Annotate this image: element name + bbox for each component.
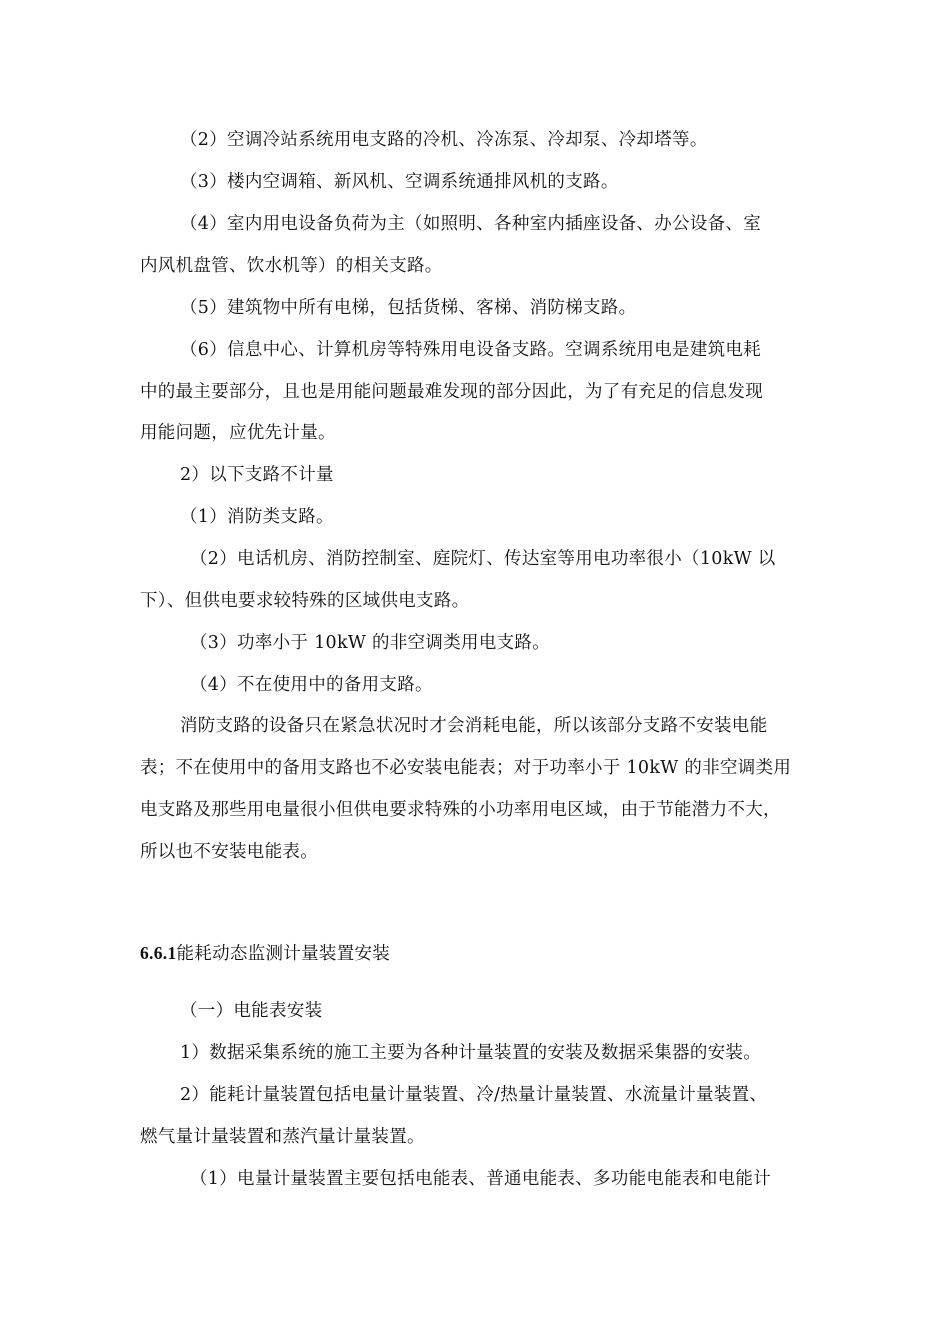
paragraph-line: （6）信息中心、计算机房等特殊用电设备支路。空调系统用电是建筑电耗: [180, 340, 762, 360]
paragraph-line: 2）以下支路不计量: [180, 465, 334, 485]
paragraph-line: 用能问题，应优先计量。: [140, 423, 336, 443]
section-heading: [140, 941, 390, 966]
paragraph-line: （一）电能表安装: [180, 1001, 323, 1021]
paragraph-line: （4）不在使用中的备用支路。: [190, 675, 433, 695]
paragraph-line: 表；不在使用中的备用支路也不必安装电能表；对于功率小于 10kW 的非空调类用: [140, 758, 792, 778]
paragraph-line: （5）建筑物中所有电梯，包括货梯、客梯、消防梯支路。: [180, 298, 637, 318]
paragraph-line: 消防支路的设备只在紧急状况时才会消耗电能，所以该部分支路不安装电能: [180, 716, 768, 736]
section-number: 6.6.1: [140, 943, 177, 963]
paragraph-line: 下）、但供电要求较特殊的区域供电支路。: [140, 591, 470, 611]
paragraph-line: 燃气量计量装置和蒸汽量计量装置。: [140, 1127, 425, 1147]
paragraph-line: 内风机盘管、饮水机等）的相关支路。: [140, 256, 443, 276]
paragraph-line: 2）能耗计量装置包括电量计量装置、冷/热量计量装置、水流量计量装置、: [180, 1085, 768, 1105]
paragraph-line: （1）消防类支路。: [180, 507, 334, 527]
paragraph-line: （1）电量计量装置主要包括电能表、普通电能表、多功能电能表和电能计: [190, 1169, 772, 1189]
paragraph-line: 中的最主要部分，且也是用能问题最难发现的部分因此，为了有充足的信息发现: [140, 382, 763, 402]
paragraph-line: （2）电话机房、消防控制室、庭院灯、传达室等用电功率很小（10kW 以: [190, 549, 776, 569]
paragraph-line: 电支路及那些用电量很小但供电要求特殊的小功率用电区域，由于节能潜力不大，: [140, 800, 781, 820]
paragraph-line: 所以也不安装电能表。: [140, 842, 318, 862]
section-title: 能耗动态监测计量装置安装: [176, 944, 391, 964]
paragraph-line: （3）功率小于 10kW 的非空调类用电支路。: [190, 633, 551, 653]
paragraph-line: （4）室内用电设备负荷为主（如照明、各种室内插座设备、办公设备、室: [180, 214, 762, 234]
paragraph-line: （3）楼内空调箱、新风机、空调系统通排风机的支路。: [180, 172, 619, 192]
paragraph-line: （2）空调冷站系统用电支路的冷机、冷冻泵、冷却泵、冷却塔等。: [180, 130, 708, 150]
paragraph-line: 1）数据采集系统的施工主要为各种计量装置的安装及数据采集器的安装。: [180, 1043, 762, 1063]
